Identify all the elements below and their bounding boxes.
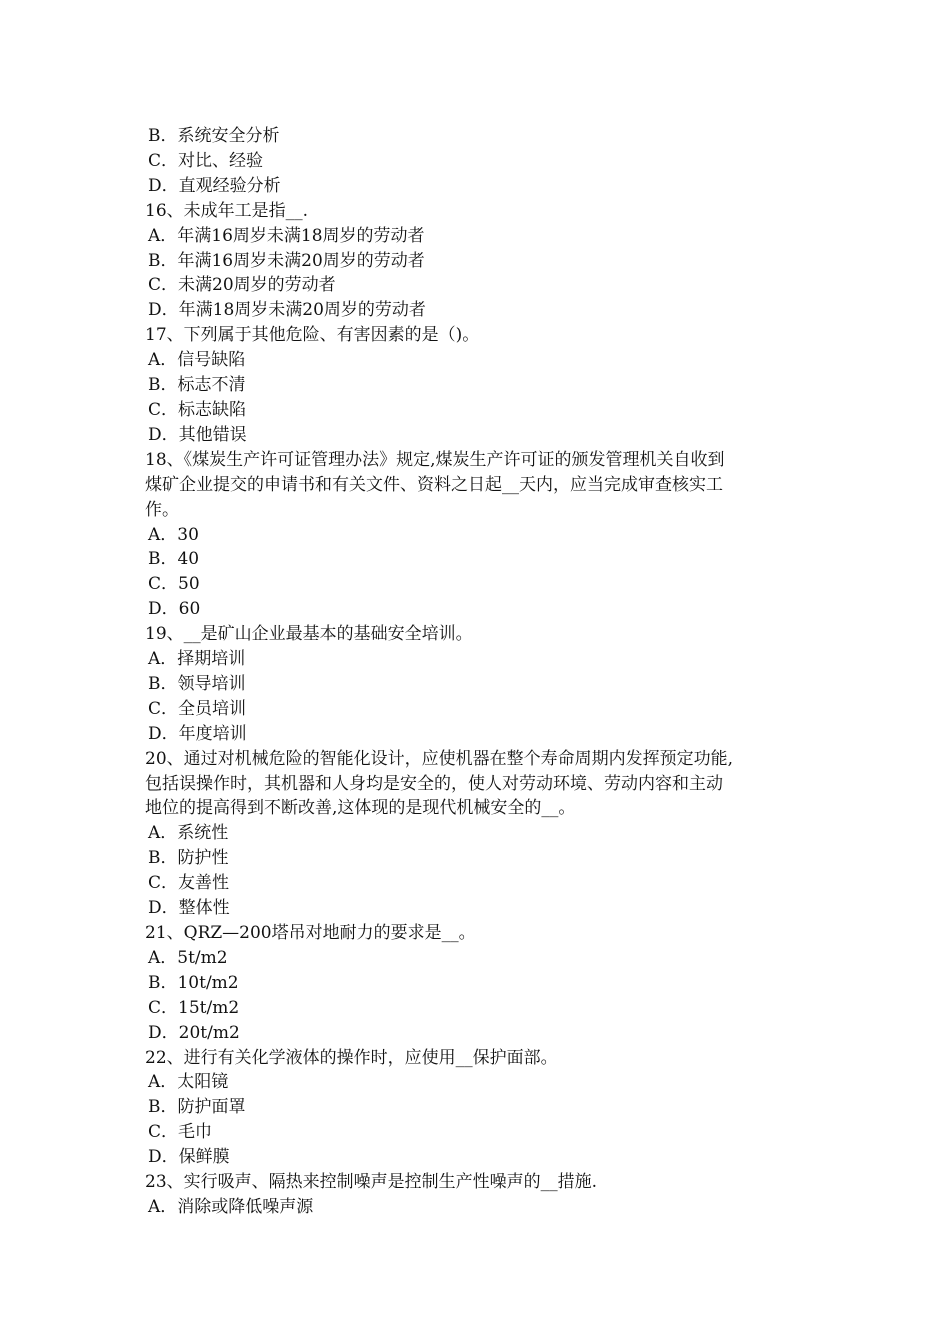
- question-text: 17、下列属于其他危险、有害因素的是（)。: [145, 325, 480, 346]
- answer-option: A．30: [148, 524, 199, 545]
- question-text: 21、QRZ—200塔吊对地耐力的要求是__。: [145, 923, 476, 943]
- question-text: 19、__是矿山企业最基本的基础安全培训。: [145, 624, 473, 645]
- answer-option: D．整体性: [148, 898, 230, 919]
- question-text: 22、进行有关化学液体的操作时，应使用__保护面部。: [145, 1047, 558, 1068]
- answer-option: C．全员培训: [148, 698, 247, 719]
- answer-option: A．系统性: [148, 823, 229, 844]
- answer-option: A．信号缺陷: [148, 350, 246, 371]
- answer-option: C．标志缺陷: [148, 399, 247, 420]
- answer-option: A．太阳镜: [148, 1072, 229, 1093]
- answer-option: B．系统安全分析: [148, 126, 280, 146]
- answer-option: C．未满20周岁的劳动者: [148, 275, 336, 296]
- answer-option: C．友善性: [148, 873, 230, 894]
- answer-option: C．50: [148, 574, 200, 595]
- answer-option: C．15t/m2: [148, 997, 240, 1018]
- answer-option: D．保鲜膜: [148, 1147, 230, 1168]
- question-text: 煤矿企业提交的申请书和有关文件、资料之日起__天内，应当完成审查核实工: [145, 474, 723, 495]
- answer-option: D．20t/m2: [148, 1022, 240, 1043]
- answer-option: D．年度培训: [148, 723, 247, 744]
- question-text: 地位的提高得到不断改善,这体现的是现代机械安全的__。: [145, 798, 576, 819]
- answer-option: B．年满16周岁未满20周岁的劳动者: [148, 250, 425, 271]
- answer-option: C．对比、经验: [148, 150, 264, 171]
- answer-option: A．择期培训: [148, 649, 246, 670]
- question-text: 16、未成年工是指__.: [145, 200, 309, 221]
- answer-option: A．5t/m2: [148, 947, 228, 968]
- question-text: 20、通过对机械危险的智能化设计，应使机器在整个寿命周期内发挥预定功能,: [145, 748, 734, 769]
- answer-option: B．标志不清: [148, 375, 246, 396]
- answer-option: D．直观经验分析: [148, 175, 281, 196]
- answer-option: A．年满16周岁未满18周岁的劳动者: [148, 225, 425, 246]
- document-page: [145, 124, 810, 1220]
- answer-option: C．毛巾: [148, 1122, 213, 1143]
- question-text: 18、《煤炭生产许可证管理办法》规定,煤炭生产许可证的颁发管理机关自收到: [145, 449, 725, 470]
- answer-option: D．其他错误: [148, 424, 247, 445]
- answer-option: D．年满18周岁未满20周岁的劳动者: [148, 300, 426, 321]
- answer-option: B．防护面罩: [148, 1097, 246, 1118]
- question-text: 23、实行吸声、隔热来控制噪声是控制生产性噪声的__措施.: [145, 1172, 598, 1193]
- answer-option: B．领导培训: [148, 673, 246, 694]
- answer-option: B．防护性: [148, 848, 229, 869]
- answer-option: A．消除或降低噪声源: [148, 1196, 314, 1217]
- question-text: 包括误操作时，其机器和人身均是安全的，使人对劳动环境、劳动内容和主动: [145, 773, 723, 794]
- answer-option: B．40: [148, 549, 200, 570]
- answer-option: D．60: [148, 599, 201, 620]
- question-text: 作。: [145, 499, 179, 520]
- answer-option: B．10t/m2: [148, 972, 239, 993]
